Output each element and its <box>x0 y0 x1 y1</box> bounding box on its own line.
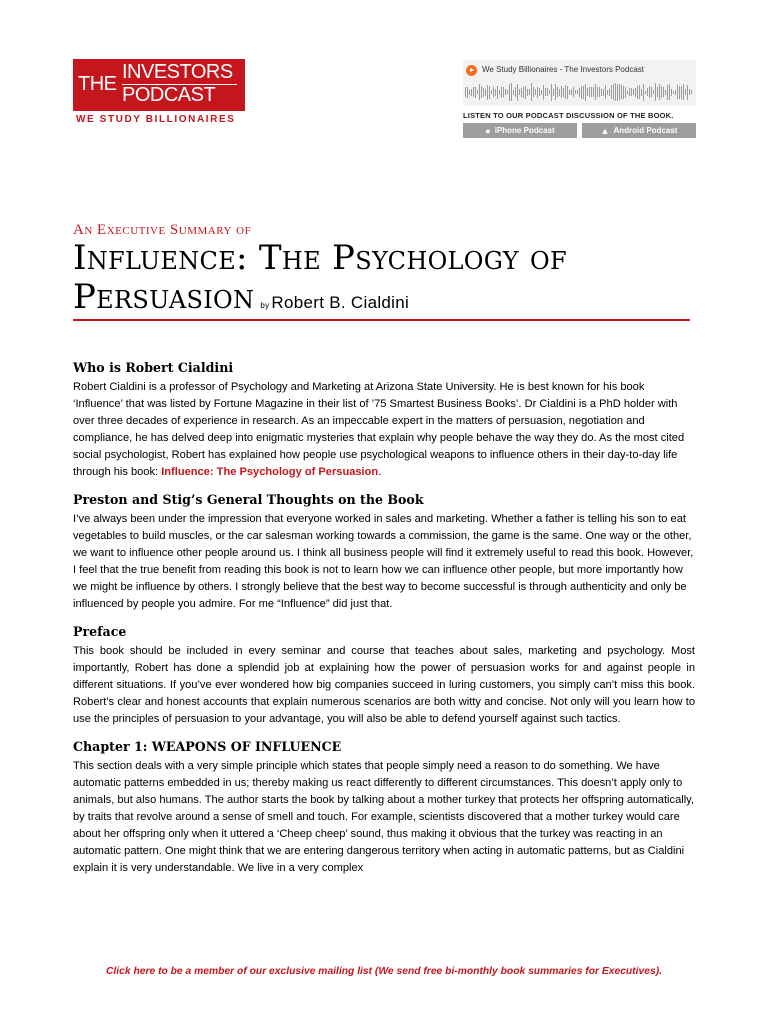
apple-icon: ● <box>485 125 491 136</box>
waveform-bar <box>633 89 634 95</box>
waveform-bar <box>475 87 476 98</box>
section-heading: Preston and Stig’s General Thoughts on the Book <box>73 492 424 507</box>
waveform[interactable] <box>465 82 694 102</box>
waveform-bar <box>539 88 540 96</box>
book-title-word: Persuasion <box>73 277 255 317</box>
waveform-bar <box>467 87 468 98</box>
waveform-bar <box>541 90 542 95</box>
waveform-bar <box>531 83 532 101</box>
listen-caption: LISTEN TO OUR PODCAST DISCUSSION OF THE BOOK. <box>463 111 674 120</box>
waveform-bar <box>607 90 608 95</box>
waveform-bar <box>647 88 648 96</box>
section-thoughts <box>73 492 695 613</box>
logo-tagline: WE STUDY BILLIONAIRES <box>76 114 236 125</box>
waveform-bar <box>519 89 520 95</box>
waveform-bar <box>677 85 678 99</box>
audio-player[interactable] <box>463 60 696 106</box>
waveform-bar <box>639 85 640 99</box>
waveform-bar <box>619 84 620 100</box>
waveform-bar <box>675 90 676 95</box>
android-icon: ▲ <box>600 125 610 136</box>
section-heading: Preface <box>73 624 127 639</box>
title-divider <box>73 319 690 321</box>
waveform-bar <box>631 88 632 96</box>
section-body <box>73 379 695 481</box>
waveform-bar <box>571 89 572 95</box>
waveform-bar <box>579 88 580 97</box>
waveform-bar <box>491 90 492 94</box>
waveform-bar <box>597 87 598 97</box>
waveform-bar <box>673 91 674 94</box>
waveform-bar <box>617 84 618 101</box>
waveform-bar <box>551 84 552 101</box>
waveform-bar <box>657 87 658 97</box>
waveform-bar <box>641 89 642 96</box>
author-name: Robert B. Cialdini <box>271 293 410 312</box>
waveform-bar <box>485 89 486 96</box>
waveform-bar <box>609 89 610 96</box>
waveform-bar <box>621 85 622 99</box>
waveform-bar <box>593 87 594 97</box>
waveform-bar <box>493 87 494 97</box>
book-link[interactable]: Influence: The Psychology of Persuasion <box>161 466 379 478</box>
waveform-bar <box>613 84 614 100</box>
who-body-end: . <box>378 466 382 478</box>
book-title-line1: Influence: The Psychology of <box>73 238 567 278</box>
waveform-bar <box>653 90 654 94</box>
section-body: This section deals with a very simple principle which states that people simply need a reason to do something. We have automatic patterns embedded in us; thereby making us react differently to different circumstances. This doesn’t apply only to animals, but also humans. The author starts the book by talking about a mother turkey that protects her offspring automatically, by traits that revolve around a sense of smell and touch. For example, scientists discovered that a mother turkey would care about her offspring only when it uttered a ‘Cheep cheep’ sound, thus making it obvious that the turkey was reacting in an automatic pattern. One might think that we are entering dangerous territory when acting in automatic patterns, but as Cialdini explain it is very understandable. We live in a very complex <box>73 760 694 874</box>
waveform-bar <box>659 84 660 100</box>
waveform-bar <box>573 87 574 97</box>
waveform-bar <box>635 88 636 97</box>
waveform-bar <box>649 86 650 98</box>
waveform-bar <box>655 83 656 101</box>
waveform-bar <box>623 86 624 99</box>
waveform-bar <box>687 85 688 100</box>
android-podcast-label: Android Podcast <box>613 126 678 135</box>
summary-kicker: An Executive Summary of <box>73 222 252 238</box>
waveform-bar <box>681 86 682 99</box>
waveform-bar <box>575 90 576 94</box>
waveform-bar <box>679 86 680 99</box>
by-label: by <box>260 301 270 310</box>
waveform-bar <box>595 84 596 100</box>
waveform-bar <box>585 84 586 101</box>
waveform-bar <box>669 84 670 100</box>
waveform-bar <box>555 84 556 100</box>
waveform-bar <box>637 86 638 99</box>
waveform-bar <box>589 87 590 97</box>
waveform-bar <box>513 90 514 95</box>
waveform-bar <box>477 90 478 94</box>
waveform-bar <box>527 89 528 96</box>
iphone-podcast-label: iPhone Podcast <box>494 126 555 135</box>
waveform-bar <box>507 90 508 94</box>
waveform-bar <box>643 84 644 101</box>
waveform-bar <box>543 85 544 100</box>
waveform-bar <box>499 90 500 95</box>
waveform-bar <box>615 83 616 101</box>
waveform-bar <box>521 88 522 97</box>
waveform-bar <box>605 85 606 99</box>
waveform-bar <box>529 89 530 95</box>
waveform-bar <box>479 84 480 100</box>
waveform-bar <box>569 90 570 95</box>
waveform-bar <box>533 87 534 97</box>
waveform-bar <box>523 87 524 98</box>
logo-investors: INVESTORS <box>122 61 233 83</box>
waveform-bar <box>645 91 646 94</box>
waveform-bar <box>487 85 488 100</box>
waveform-bar <box>583 86 584 99</box>
waveform-bar <box>611 85 612 99</box>
waveform-bar <box>661 86 662 98</box>
waveform-bar <box>591 87 592 97</box>
waveform-bar <box>465 87 466 97</box>
podcast-widget <box>463 60 696 138</box>
waveform-bar <box>665 90 666 95</box>
section-heading: Chapter 1: WEAPONS OF INFLUENCE <box>73 739 342 754</box>
waveform-bar <box>509 84 510 101</box>
waveform-bar <box>603 89 604 96</box>
waveform-bar <box>483 88 484 97</box>
section-who <box>73 360 695 481</box>
waveform-bar <box>481 86 482 98</box>
waveform-bar <box>525 86 526 99</box>
logo-the: THE <box>78 73 117 95</box>
waveform-bar <box>577 90 578 94</box>
summary-content <box>73 360 695 888</box>
waveform-bar <box>601 89 602 96</box>
waveform-bar <box>663 87 664 97</box>
waveform-bar <box>515 87 516 97</box>
waveform-bar <box>501 87 502 98</box>
waveform-bar <box>511 83 512 101</box>
podcast-logo[interactable] <box>73 59 247 125</box>
waveform-bar <box>689 89 690 95</box>
play-icon[interactable] <box>466 65 477 76</box>
waveform-bar <box>565 85 566 99</box>
section-preface <box>73 624 695 728</box>
waveform-bar <box>553 89 554 96</box>
waveform-bar <box>559 89 560 96</box>
waveform-bar <box>557 87 558 97</box>
waveform-bar <box>683 84 684 100</box>
waveform-bar <box>567 86 568 99</box>
waveform-bar <box>651 87 652 97</box>
logo-podcast: PODCAST <box>122 84 216 106</box>
waveform-bar <box>537 87 538 98</box>
section-chapter-1 <box>73 739 695 877</box>
waveform-bar <box>505 89 506 95</box>
section-heading: Who is Robert Cialdini <box>73 360 234 375</box>
waveform-bar <box>503 87 504 97</box>
mailing-list-link[interactable]: Click here to be a member of our exclusive mailing list (We send free bi-monthly book summaries for Executives). <box>105 966 662 977</box>
waveform-bar <box>547 88 548 96</box>
section-body: I’ve always been under the impression that everyone worked in sales and marketing. Whether a father is telling his son to eat vegetables to build muscles, or the car salesman working towards a commission, the game is the same. One way or the other, we want to influence other people around us. I think all business people will find it extremely useful to read this book. However, I feel that the true benefit from reading this book is not to learn how we can influence other people, but more importantly how we might be influence by others. I strongly believe that the best way to become successful is through authenticity and only be influenced by people you admire. For me “Influence” did just that. <box>73 513 694 610</box>
android-podcast-button[interactable] <box>582 123 696 138</box>
waveform-bar <box>671 89 672 96</box>
waveform-bar <box>489 86 490 99</box>
waveform-bar <box>599 87 600 97</box>
waveform-bar <box>469 90 470 95</box>
waveform-bar <box>685 89 686 95</box>
waveform-bar <box>625 87 626 98</box>
waveform-bar <box>587 88 588 96</box>
waveform-bar <box>691 90 692 94</box>
waveform-bar <box>667 85 668 100</box>
waveform-bar <box>627 91 628 94</box>
waveform-bar <box>581 86 582 99</box>
logo-box <box>73 59 245 111</box>
waveform-bar <box>517 84 518 101</box>
waveform-bar <box>561 86 562 98</box>
waveform-bar <box>473 87 474 97</box>
who-body-text: Robert Cialdini is a professor of Psychology and Marketing at Arizona State University. He is best known for his book ‘Influence’ that was listed by Fortune Magazine in their list of ’75 Smartest Business Books’. Dr Cialdini is a PhD holder with over three decades of experience in research. As an impeccable expert in the matters of persuasion, negotiation and compliance, he has delved deep into enigmatic mysteries that explain why people behave the way they do. As the most cited social psychologist, Robert has explained how people use psychological weapons to influence others in their day-to-day life through his book: <box>73 381 685 478</box>
waveform-bar <box>535 89 536 95</box>
iphone-podcast-button[interactable] <box>463 123 577 138</box>
waveform-bar <box>629 88 630 96</box>
waveform-bar <box>563 88 564 97</box>
section-body: This book should be included in every seminar and course that teaches about sales, marketing and psychology. Most importantly, Robert has done a splendid job at explaining how the power of persuasion works for and against people in different situations. If you’ve ever wondered how big companies succeed in luring customers, you simply can’t miss this book. Robert’s clear and honest accounts that explain numerous scenarios are both witty and concise. Not only will you learn how to use the principles of persuasion to your advantage, you will also be able to defend yourself against such tactics. <box>73 645 695 725</box>
waveform-bar <box>497 86 498 99</box>
player-title: We Study Billionaires - The Investors Podcast <box>482 65 644 74</box>
waveform-bar <box>545 88 546 96</box>
waveform-bar <box>471 89 472 96</box>
waveform-bar <box>495 89 496 96</box>
waveform-bar <box>549 90 550 94</box>
